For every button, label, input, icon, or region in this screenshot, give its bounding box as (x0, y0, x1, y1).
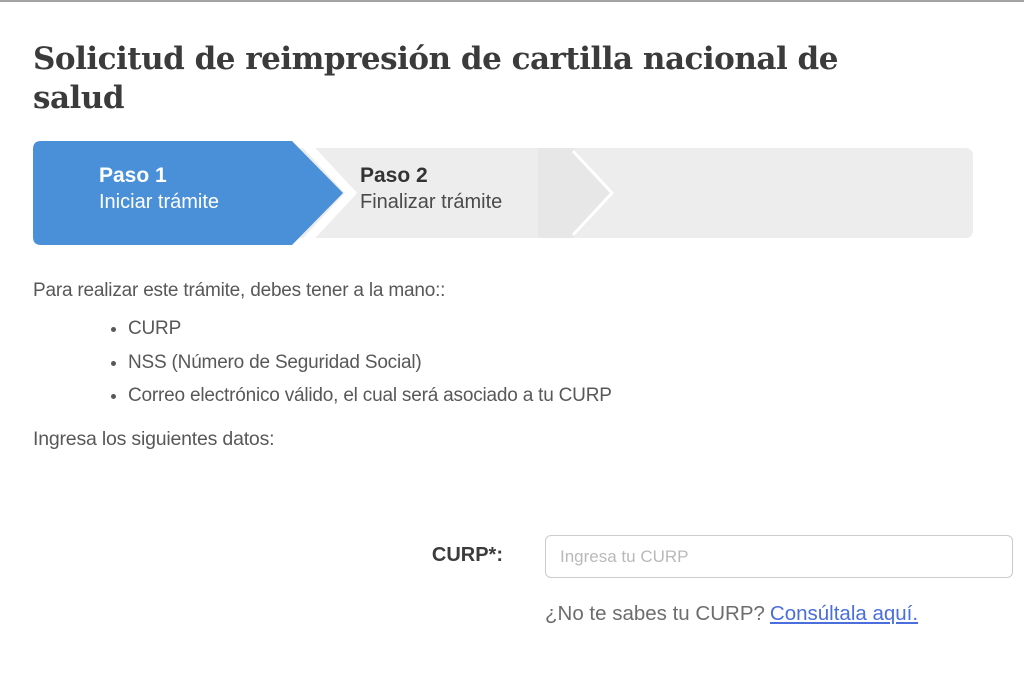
step-2-name: Paso 2 (360, 164, 428, 187)
curp-input[interactable] (545, 535, 1013, 578)
top-divider (0, 0, 1024, 2)
step-1-description: Iniciar trámite (99, 191, 220, 213)
curp-help-text: ¿No te sabes tu CURP? (545, 602, 765, 625)
page-title: Solicitud de reimpresión de cartilla nacional de salud (33, 41, 838, 116)
curp-help-row (545, 602, 918, 626)
curp-field-label: CURP*: (431, 544, 503, 566)
requirement-item-nss: • NSS (Número de Seguridad Social) (128, 346, 612, 380)
step-2-inactive (360, 163, 502, 215)
step-1-name: Paso 1 (99, 164, 167, 187)
requirements-heading: Para realizar este trámite, debes tener a la mano:: (33, 280, 446, 301)
requirements-list (0, 312, 612, 413)
requirement-item-curp: • CURP (128, 312, 612, 346)
requirement-item-email: • Correo electrónico válido, el cual será asociado a tu CURP (128, 379, 612, 413)
form-instruction: Ingresa los siguientes datos: (33, 428, 275, 450)
step-2-description: Finalizar trámite (360, 191, 503, 213)
step-1-active (99, 163, 219, 215)
curp-lookup-link[interactable]: Consúltala aquí. (769, 602, 919, 625)
